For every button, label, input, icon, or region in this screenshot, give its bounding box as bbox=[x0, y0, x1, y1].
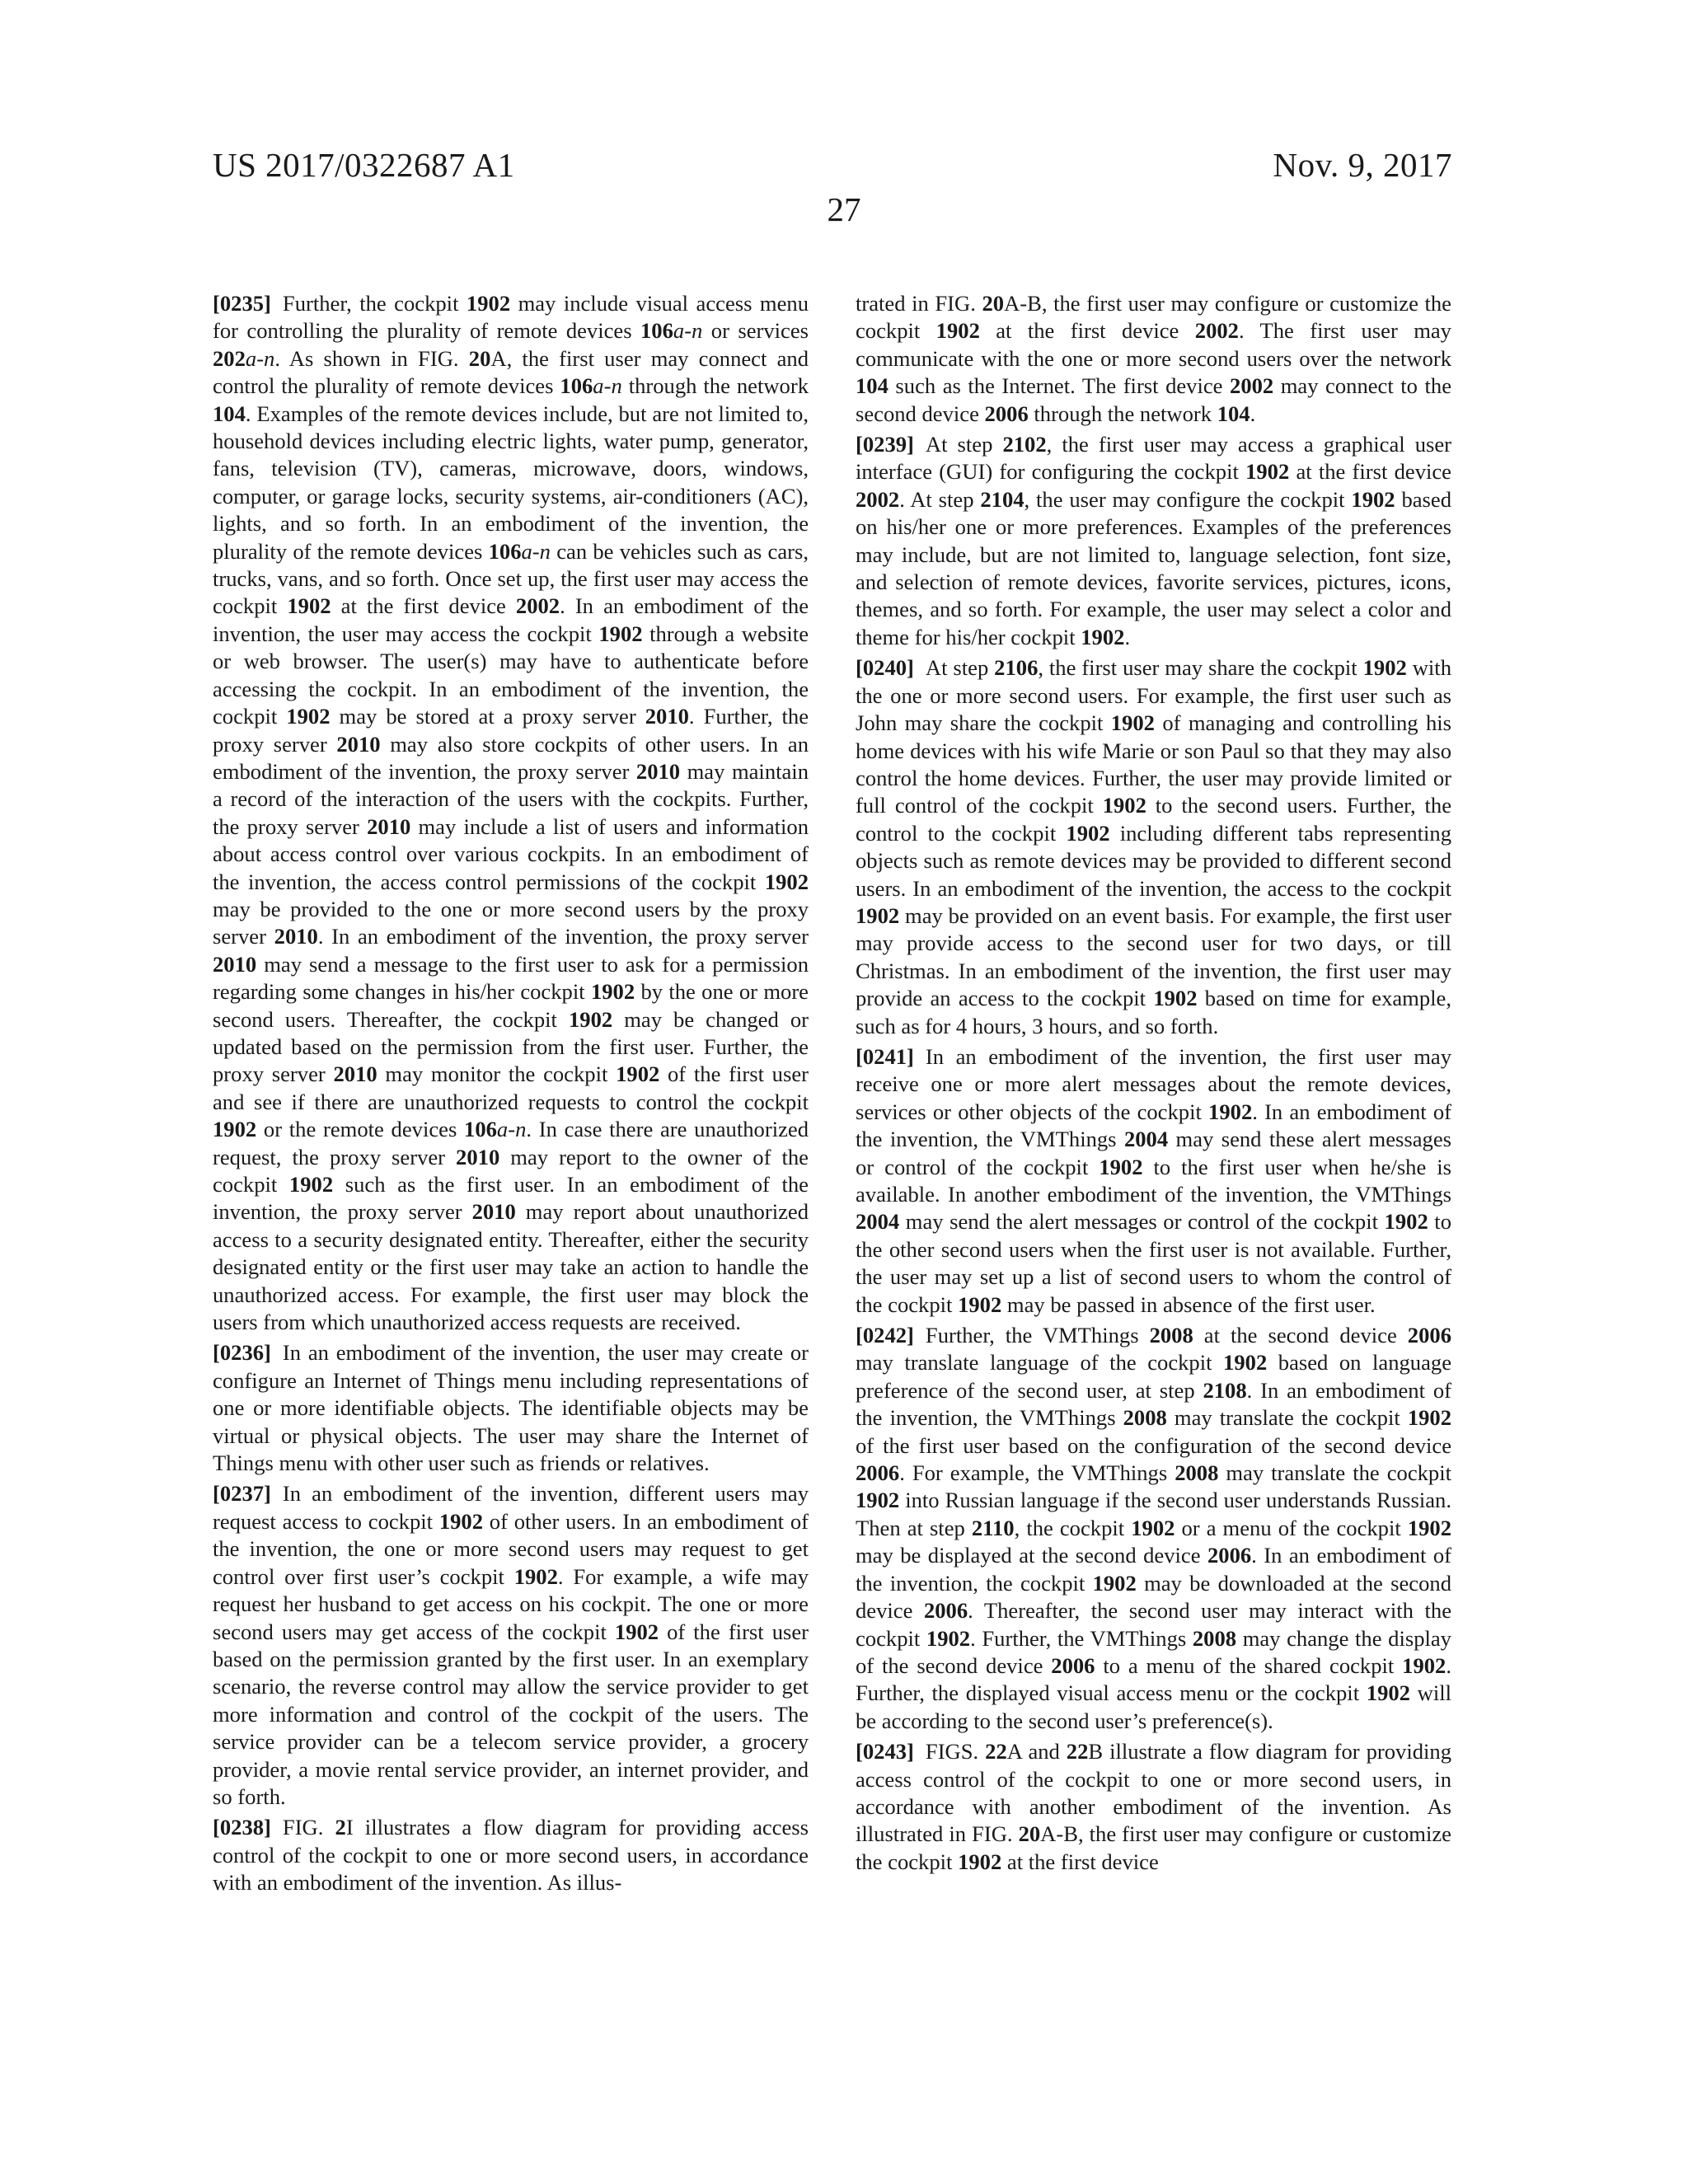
paragraph bbox=[213, 1339, 809, 1477]
paragraph-text: At step 2106, the first user may share the cockpit 1902 with the one or more second users. For example, the first user such as John may share the cockpit 1902 of managing and controlling his home devices with his wife Marie or son Paul so that they may also control the home devices. Further, the user may provide limited or full control of the cockpit 1902 to the second users. Further, the control to the cockpit 1902 including different tabs representing objects such as remote devices may be provided to different second users. In an embodiment of the invention, the access to the cockpit 1902 may be provided on an event basis. For example, the first user may provide access to the second user for two days, or till Christmas. In an embodiment of the invention, the first user may provide an access to the cockpit 1902 based on time for example, such as for 4 hours, 3 hours, and so forth. bbox=[856, 655, 1452, 1038]
paragraph-number: [0243] bbox=[856, 1739, 914, 1765]
paragraph-text: At step 2102, the first user may access a graphical user interface (GUI) for configuring the cockpit 1902 at the first device 2002. At step 2104, the user may configure the cockpit 1902 based on his/her one or more preferences. Examples of the preferences may include, but are not limited to, language selection, font size, and selection of remote devices, favorite services, pictures, icons, themes, and so forth. For example, the user may select a color and theme for his/her cockpit 1902. bbox=[856, 432, 1451, 649]
paragraph-number: [0235] bbox=[213, 291, 271, 316]
right-text-column bbox=[856, 290, 1451, 1879]
paragraph-number: [0239] bbox=[856, 432, 914, 457]
paragraph-text: In an embodiment of the invention, different users may request access to cockpit 1902 of other users. In an embodiment of the invention, the one or more second users may request to get control over first user’s cockpit 1902. For example, a wife may request her husband to get access on his cockpit. The one or more second users may get access of the cockpit 1902 of the first user based on the permission granted by the first user. In an exemplary scenario, the reverse control may allow the service provider to get more information and control of the cockpit of the users. The service provider can be a telecom service provider, a grocery provider, a movie rental service provider, an internet provider, and so forth. bbox=[213, 1481, 809, 1809]
paragraph-number: [0241] bbox=[856, 1043, 914, 1069]
publication-date: Nov. 9, 2017 bbox=[1273, 146, 1452, 184]
left-text-column bbox=[213, 290, 809, 1900]
page-header bbox=[0, 145, 1688, 244]
paragraph-number: [0242] bbox=[856, 1323, 914, 1348]
paragraph bbox=[213, 290, 809, 1336]
paragraph bbox=[856, 1738, 1451, 1876]
publication-number: US 2017/0322687 A1 bbox=[213, 146, 515, 184]
paragraph-number: [0238] bbox=[213, 1815, 271, 1840]
paragraph bbox=[856, 1322, 1451, 1735]
paragraph bbox=[856, 290, 1451, 428]
paragraph-text: Further, the cockpit 1902 may include visual access menu for controlling the plurality of remote devices 106a-n or services 202a-n. As shown in FIG. 20A, the first user may connect and control the plurality of remote devices 106a-n through the network 104. Examples of the remote devices include, but are not limited to, household devices including electric lights, water pump, generator, fans, television (TV), cameras, microwave, doors, windows, computer, or garage locks, security systems, air-conditioners (AC), lights, and so forth. In an embodiment of the invention, the plurality of the remote devices 106a-n can be vehicles such as cars, trucks, vans, and so forth. Once set up, the first user may access the cockpit 1902 at the first device 2002. In an embodiment of the invention, the user may access the cockpit 1902 through a website or web browser. The user(s) may have to authenticate before accessing the cockpit. In an embodiment of the invention, the cockpit 1902 may be stored at a proxy server 2010. Further, the proxy server 2010 may also store cockpits of other users. In an embodiment of the invention, the proxy server 2010 may maintain a record of the interaction of the users with the cockpits. Further, the proxy server 2010 may include a list of users and information about access control over various cockpits. In an embodiment of the invention, the access control permissions of the cockpit 1902 may be provided to the one or more second users by the proxy server 2010. In an embodiment of the invention, the proxy server 2010 may send a message to the first user to ask for a permission regarding some changes in his/her cockpit 1902 by the one or more second users. Thereafter, the cockpit 1902 may be changed or updated based on the permission from the first user. Further, the proxy server 2010 may monitor the cockpit 1902 of the first user and see if there are unauthorized requests to control the cockpit 1902 or the remote devices 106a-n. In case there are unauthorized request, the proxy server 2010 may report to the owner of the cockpit 1902 such as the first user. In an embodiment of the invention, the proxy server 2010 may report about unauthorized access to a security designated entity. Thereafter, either the security designated entity or the first user may take an action to handle the unauthorized access. For example, the first user may block the users from which unauthorized access requests are received. bbox=[213, 291, 809, 1335]
paragraph-text: FIG. 2I illustrates a flow diagram for providing access control of the cockpit to one or more second users, in accordance with an embodiment of the invention. As illus- bbox=[213, 1815, 809, 1896]
page-number: 27 bbox=[827, 190, 861, 228]
paragraph-text: trated in FIG. 20A-B, the first user may configure or customize the cockpit 1902 at the first device 2002. The first user may communicate with the one or more second users over the network 104 such as the Internet. The first device 2002 may connect to the second device 2006 through the network 104. bbox=[856, 291, 1451, 426]
paragraph-number: [0240] bbox=[856, 655, 914, 681]
paragraph-number: [0237] bbox=[213, 1481, 271, 1507]
paragraph-text: FIGS. 22A and 22B illustrate a flow diagram for providing access control of the cockpit to one or more second users, in accordance with another embodiment of the invention. As illustrated in FIG. 20A-B, the first user may configure or customize the cockpit 1902 at the first device bbox=[856, 1739, 1451, 1874]
paragraph-number: [0236] bbox=[213, 1340, 271, 1366]
paragraph-text: In an embodiment of the invention, the user may create or configure an Internet of Things menu including representations of one or more identifiable objects. The identifiable objects may be virtual or physical objects. The user may share the Internet of Things menu with other user such as friends or relatives. bbox=[213, 1340, 809, 1476]
paragraph-text: In an embodiment of the invention, the first user may receive one or more alert messages about the remote devices, services or other objects of the cockpit 1902. In an embodiment of the invention, the VMThings 2004 may send these alert messages or control of the cockpit 1902 to the first user when he/she is available. In another embodiment of the invention, the VMThings 2004 may send the alert messages or control of the cockpit 1902 to the other second users when the first user is not available. Further, the user may set up a list of second users to whom the control of the cockpit 1902 may be passed in absence of the first user. bbox=[856, 1043, 1452, 1317]
paragraph bbox=[213, 1480, 809, 1811]
paragraph bbox=[856, 654, 1451, 1040]
paragraph bbox=[213, 1814, 809, 1896]
paragraph bbox=[856, 1043, 1451, 1319]
paragraph bbox=[856, 431, 1451, 651]
paragraph-text: Further, the VMThings 2008 at the second device 2006 may translate language of the cockpit 1902 based on language preference of the second user, at step 2108. In an embodiment of the invention, the VMThings 2008 may translate the cockpit 1902 of the first user based on the configuration of the second device 2006. For example, the VMThings 2008 may translate the cockpit 1902 into Russian language if the second user understands Russian. Then at step 2110, the cockpit 1902 or a menu of the cockpit 1902 may be displayed at the second device 2006. In an embodiment of the invention, the cockpit 1902 may be downloaded at the second device 2006. Thereafter, the second user may interact with the cockpit 1902. Further, the VMThings 2008 may change the display of the second device 2006 to a menu of the shared cockpit 1902. Further, the displayed visual access menu or the cockpit 1902 will be according to the second user’s preference(s). bbox=[856, 1323, 1451, 1733]
